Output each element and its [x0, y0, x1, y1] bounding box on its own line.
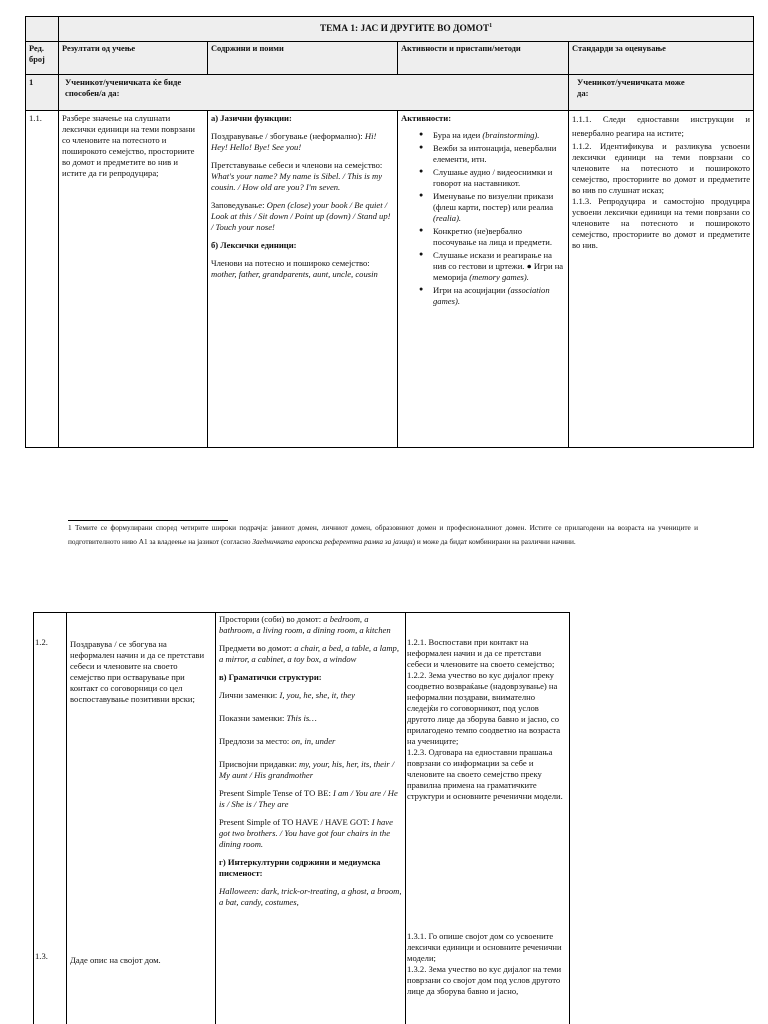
theme-title: ТЕМА 1: ЈАС И ДРУГИТЕ ВО ДОМОТ$^1$ — [59, 17, 754, 42]
header-content: Содржини и поими — [208, 42, 398, 75]
row-number: 1.3. — [35, 951, 48, 961]
sub-number: 1 — [26, 75, 59, 111]
content-cell: а) Јазични функции: Поздравување / збогување (неформално): Hi! Hey! Hello! Bye! See you! Претставување себеси и членови на семејство: What's your name? My name is Sibel. / This is my cousin. / How old are you? I'm seven. Заповедување: Open (close) your book / Be quiet / Look at this / Sit down / Point up (down) / Stand up! / Touch your nose! б) Лексички единици: Членови на потесно и пошироко семејство: mother, father, grandparents, aunt, uncle, cousin — [208, 111, 398, 448]
list-item: ● Слушање искази и реагирање на нив со гестови и цртежи. ● Игри на меморија (memory games). — [401, 250, 565, 283]
corner-cell — [26, 17, 59, 42]
learning-outcomes-column — [67, 613, 216, 1024]
activities-list — [401, 130, 565, 307]
header-learning-outcomes: Резултати од учење — [59, 42, 208, 75]
curriculum-table-theme-1 — [25, 16, 754, 448]
list-item: ● Вежби за интонација, невербални елементи, итн. — [401, 143, 565, 165]
standards-column — [406, 613, 570, 1024]
activities-cell: Активности: ● Бура на идеи (brainstorming). ● Вежби за интонација, невербални елементи, итн. ● Слушање аудио / видеоснимки и говорот на наставникот. ● Именување по визуелни прикази (флеш карти, постер) или реалиа (realia). ● Конкретно (не)вербално посочување на лица и предмети. ● Слушање искази и реагирање на нив со гестови и цртежи. ● Игри на меморија (memory games). ● Игри на асоцијации (association games). — [398, 111, 569, 448]
list-item: ● Именување по визуелни прикази (флеш карти, постер) или реалиа (realia). — [401, 191, 565, 224]
header-number: Ред. број — [26, 42, 59, 75]
header-activities: Активности и пристапи/методи — [398, 42, 569, 75]
list-item: ● Игри на асоцијации (association games). — [401, 285, 565, 307]
header-standards: Стандарди за оценување — [569, 42, 754, 75]
learning-outcome: Даде опис на својот дом. — [70, 955, 161, 965]
row-number: 1.1. — [26, 111, 59, 448]
standards-text: 1.2.1. Воспостави при контакт на неформален начин и да се претстави себеси и членовите на своето семејство; 1.2.2. Зема учество во кус дијалог преку соодветно возвраќање (надоврзување) на неформални поздрави, внимателно следејќи го соговорникот, под услов другото лице да зборува бавно и јасно, со прилагодено темпо соодветно на возраста на учениците; 1.2.3. Одговара на едноставни прашања поврзани со информации за себе и членовите на своето семејство преку правилна примена на граматичките структури и основните реченични модели. — [407, 637, 563, 801]
row-number-column — [34, 613, 67, 1024]
sub-standards-intro: Ученикот/ученичката може да: — [569, 75, 754, 111]
footnote: 1 Темите се формулирани според четирите широки подрачја: јавниот домен, личниот домен, образовниот домен и професионалниот домен. Истите се прилагодени на возраста на учениците и подготвителното ниво А1 за владеење на јазикот (согласно Заедничката европска референтна рамка за јазици) и може да бидат комбинирани на различни начини. — [68, 523, 698, 546]
standards-cell: 1.1.1. Следи едноставни инструкции и невербално реагира на истите; 1.1.2. Идентификува и разликува усвоени лексички единици на теми поврзани со членовите на потесното и поширокото семејство, просториите во домот и предметите во нив по слушнат исказ; 1.1.3. Репродуцира и самостојно продуцира усвоени лексички единици на теми поврзани со членовите на потесното и поширокото семејство, просториите во домот и предметите во нив. — [569, 111, 754, 448]
list-item: ● Слушање аудио / видеоснимки и говорот на наставникот. — [401, 167, 565, 189]
learning-outcome: Разбере значење на слушнати лексички единици на теми поврзани со членовите на потесното и поширокото семејство, просториите во домот и предметите во нив и истите да ги репродуцира; — [59, 111, 208, 448]
content-cell: Простории (соби) во домот: a bedroom, a bathroom, a living room, a dining room, a kitchen Предмети во домот: a chair, a bed, a table, a lamp, a mirror, a cabinet, a toy box, a window в) Граматички структури: Лични заменки: I, you, he, she, it, they Показни заменки: This is… Предлози за место: on, in, under Присвојни придавки: my, your, his, her, its, their / My aunt / His grandmother Present Simple Tense of TO BE: I am / You are / He is / She is / They are Present Simple of TO HAVE / HAVE GOT: I have got two brothers. / You have got four chairs in the dining room. г) Интеркултурни содржини и медиумска писменост: Halloween: dark, trick-or-treating, a ghost, a broom, a bat, candy, costumes, — [216, 613, 406, 1024]
standards-text: 1.3.1. Го опише својот дом со усвоените лексички единици и основните реченични модели; 1.3.2. Зема учество во кус дијалог на теми поврзани со својот дом под услов другото лице да зборува бавно и јасно, — [407, 931, 562, 996]
row-number: 1.2. — [35, 637, 48, 647]
curriculum-table-continued — [33, 612, 570, 1024]
list-item: ● Бура на идеи (brainstorming). — [401, 130, 565, 141]
list-item: ● Конкретно (не)вербално посочување на лица и предмети. — [401, 226, 565, 248]
learning-outcome: Поздравува / се збогува на неформален начин и да се претстави себеси и членовите на своето семејство при остварување при контакт со соговорници со цел воспоставување позитивни врски; — [70, 639, 205, 704]
sub-learning-intro: Ученикот/ученичката ќе биде способен/а да: — [59, 75, 569, 111]
